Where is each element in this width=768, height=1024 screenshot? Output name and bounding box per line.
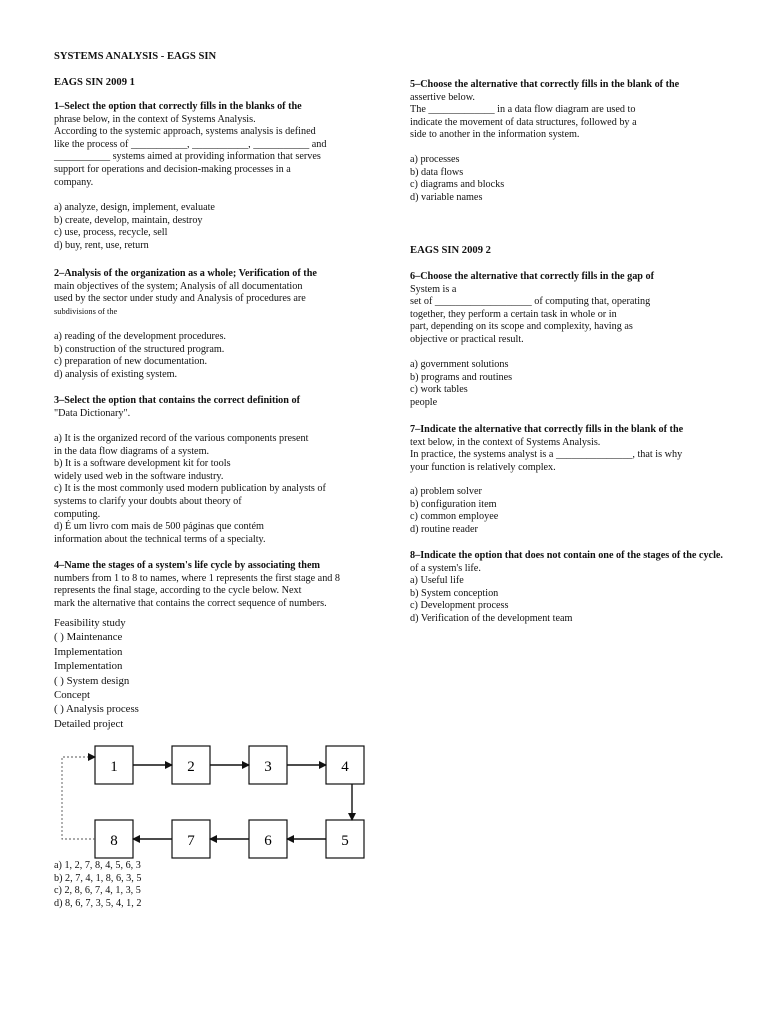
question-4-line: represents the final stage, according to the cycle below. Next: [54, 585, 302, 597]
option-c: c) preparation of new documentation.: [54, 356, 208, 368]
option-b: b) data flows: [410, 166, 464, 178]
cycle-box-4-label: 4: [341, 759, 349, 775]
option-a: a) Useful life: [410, 575, 464, 586]
option-a: a) government solutions: [410, 359, 509, 370]
option-d: d) 8, 6, 7, 3, 5, 4, 1, 2: [54, 897, 142, 909]
question-4-stage-list: [54, 616, 384, 731]
cycle-box-6: [249, 820, 287, 858]
question-1-line: like the process of ___________, ___________, ___________ and: [54, 138, 327, 150]
option-b: b) configuration item: [410, 498, 497, 510]
question-2: [54, 268, 384, 318]
option-a: a) 1, 2, 7, 8, 4, 5, 6, 3: [54, 860, 141, 871]
cycle-box-7: [172, 820, 210, 858]
question-7-line: In practice, the systems analyst is a _______________, that is why: [410, 449, 683, 461]
question-1-line: ___________ systems aimed at providing information that serves: [54, 151, 321, 163]
life-cycle-diagram: [56, 742, 376, 862]
cycle-box-5: [326, 820, 364, 858]
question-7-options: [410, 486, 762, 536]
document-title: SYSTEMS ANALYSIS - EAGS SIN: [54, 51, 217, 62]
question-3-line: "Data Dictionary".: [54, 407, 131, 419]
stage-item: ( ) Analysis process: [54, 703, 139, 716]
stage-item: Feasibility study: [54, 617, 126, 629]
question-5-options: [410, 154, 762, 204]
option-a: a) analyze, design, implement, evaluate: [54, 202, 215, 213]
question-5-line: side to another in the information system.: [410, 129, 580, 141]
question-2-line: main objectives of the system; Analysis of all documentation: [54, 280, 303, 292]
option-b: b) 2, 7, 4, 1, 8, 6, 3, 5: [54, 872, 142, 884]
option-a: a) It is the organized record of the various components present: [54, 433, 309, 444]
option-a: a) reading of the development procedures.: [54, 331, 226, 342]
option-c: c) diagrams and blocks: [410, 179, 505, 191]
cycle-box-6-label: 6: [264, 833, 272, 849]
stage-item: Implementation: [54, 645, 123, 658]
option-d: d) É um livro com mais de 500 páginas que contém: [54, 521, 264, 533]
question-1-prompt: 1–Select the option that correctly fills in the blanks of the: [54, 101, 302, 112]
cycle-box-8-label: 8: [110, 833, 118, 849]
question-7-prompt: 7–Indicate the alternative that correctly fills in the blank of the: [410, 424, 684, 435]
question-6-line: System is a: [410, 283, 457, 295]
option-c: c) Development process: [410, 600, 509, 612]
cycle-box-3: [249, 746, 287, 784]
question-1: [54, 101, 384, 189]
cycle-box-2: [172, 746, 210, 784]
option-c-cont: computing.: [54, 508, 101, 520]
stage-item: Implementation: [54, 660, 123, 673]
cycle-box-3-label: 3: [264, 759, 272, 775]
question-6-line: objective or practical result.: [410, 333, 524, 345]
option-c: c) common employee: [410, 511, 499, 523]
cycle-box-1: [95, 746, 133, 784]
section-heading-2009-1: EAGS SIN 2009 1: [54, 77, 135, 88]
option-d-cont: information about the technical terms of a specialty.: [54, 533, 266, 545]
question-5-line: indicate the movement of data structures, followed by a: [410, 116, 637, 128]
option-b: b) create, develop, maintain, destroy: [54, 214, 203, 226]
question-6-prompt: 6–Choose the alternative that correctly fills in the gap of: [410, 271, 654, 282]
option-d: people: [410, 396, 438, 408]
question-1-line: company.: [54, 176, 94, 188]
option-b: b) programs and routines: [410, 371, 513, 383]
question-6-options: [410, 359, 762, 409]
option-d: d) routine reader: [410, 523, 478, 535]
question-1-line: According to the systemic approach, systems analysis is defined: [54, 126, 316, 138]
stage-item: Detailed project: [54, 717, 124, 730]
question-1-options: [54, 202, 384, 252]
question-5-prompt: 5–Choose the alternative that correctly fills in the blank of the: [410, 79, 680, 90]
question-4-options: [54, 860, 384, 910]
question-8-line: of a system's life.: [410, 562, 481, 574]
option-d: d) variable names: [410, 191, 483, 203]
cycle-box-5-label: 5: [341, 833, 349, 849]
question-6-line: part, depending on its scope and complexity, having as: [410, 321, 633, 333]
question-1-line: phrase below, in the context of Systems Analysis.: [54, 113, 256, 125]
option-b-cont: widely used web in the software industry.: [54, 470, 224, 482]
stage-item: Concept: [54, 689, 90, 702]
question-6: [410, 271, 762, 347]
cycle-box-8: [95, 820, 133, 858]
option-d: d) Verification of the development team: [410, 612, 573, 624]
dotted-return-arrow: [62, 757, 95, 839]
question-2-line: subdivisions of the: [54, 306, 118, 316]
cycle-box-1-label: 1: [110, 759, 118, 775]
question-5: [410, 79, 762, 142]
option-c: c) work tables: [410, 384, 468, 396]
question-3: [54, 395, 384, 420]
cycle-box-7-label: 7: [187, 833, 195, 849]
question-8: [410, 550, 762, 575]
stage-item: ( ) Maintenance: [54, 631, 123, 644]
cycle-box-4: [326, 746, 364, 784]
cycle-box-2-label: 2: [187, 759, 195, 775]
stage-item: ( ) System design: [54, 674, 130, 687]
option-a-cont: in the data flow diagrams of a system.: [54, 445, 210, 457]
question-2-line: used by the sector under study and Analysis of procedures are: [54, 293, 306, 305]
question-7-line: text below, in the context of Systems Analysis.: [410, 436, 601, 448]
question-4-line: mark the alternative that contains the correct sequence of numbers.: [54, 597, 327, 609]
question-2-options: [54, 331, 384, 381]
question-8-prompt: 8–Indicate the option that does not contain one of the stages of the cycle.: [410, 550, 723, 561]
question-4-line: numbers from 1 to 8 to names, where 1 represents the first stage and 8: [54, 572, 341, 584]
question-1-line: support for operations and decision-making processes in a: [54, 163, 291, 175]
option-c-cont: systems to clarify your doubts about theory of: [54, 495, 242, 507]
question-5-line: assertive below.: [410, 91, 475, 103]
option-b: b) It is a software development kit for tools: [54, 458, 231, 470]
question-6-line: set of ___________________ of computing that, operating: [410, 296, 651, 308]
question-8-options: [410, 575, 762, 625]
option-b: b) System conception: [410, 587, 499, 599]
question-7: [410, 424, 762, 474]
question-3-prompt: 3–Select the option that contains the correct definition of: [54, 395, 300, 406]
question-6-line: together, they perform a certain task in whole or in: [410, 308, 617, 320]
option-c: c) use, process, recycle, sell: [54, 227, 168, 239]
question-3-options: [54, 433, 384, 546]
question-4-prompt: 4–Name the stages of a system's life cycle by associating them: [54, 560, 320, 571]
question-2-prompt: 2–Analysis of the organization as a whole; Verification of the: [54, 268, 317, 279]
option-a: a) problem solver: [410, 486, 482, 497]
section-heading-2009-2: EAGS SIN 2009 2: [410, 245, 491, 256]
option-c: c) It is the most commonly used modern publication by analysts of: [54, 483, 326, 495]
option-d: d) buy, rent, use, return: [54, 239, 149, 251]
option-b: b) construction of the structured program.: [54, 343, 225, 355]
option-d: d) analysis of existing system.: [54, 368, 178, 380]
option-a: a) processes: [410, 154, 460, 165]
option-c: c) 2, 8, 6, 7, 4, 1, 3, 5: [54, 885, 141, 897]
question-5-line: The _____________ in a data flow diagram are used to: [410, 104, 636, 116]
question-7-line: your function is relatively complex.: [410, 461, 556, 473]
question-4: [54, 560, 384, 610]
